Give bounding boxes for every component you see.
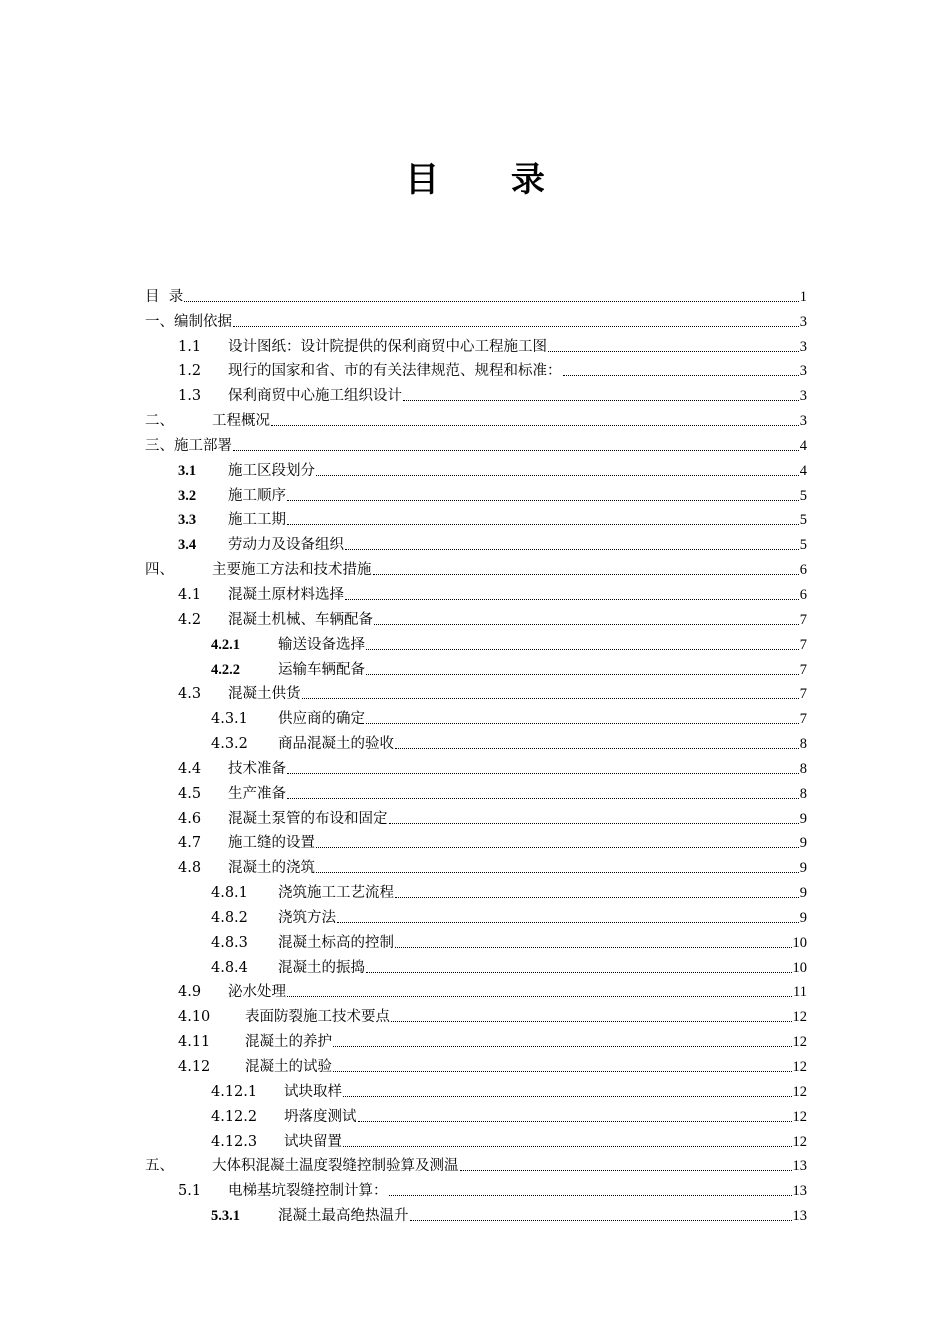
toc-entry[interactable] <box>145 655 807 680</box>
toc-entry-title: 生产准备 <box>228 785 286 802</box>
toc-entry[interactable] <box>145 406 807 431</box>
toc-entry-page-number: 7 <box>799 686 807 703</box>
toc-entry-number: 目 录 <box>145 288 184 305</box>
toc-entry-page-number: 12 <box>792 1083 807 1100</box>
dot-leader <box>395 897 799 898</box>
toc-entry[interactable] <box>145 853 807 878</box>
dot-leader <box>337 922 799 923</box>
toc-entry-page-number: 5 <box>799 512 807 529</box>
dot-leader <box>271 425 799 426</box>
toc-entry[interactable] <box>145 804 807 829</box>
toc-entry-title: 混凝土的养护 <box>245 1034 332 1051</box>
dot-leader <box>287 798 799 799</box>
toc-entry-number: 1.1 <box>178 338 202 355</box>
toc-entry-number: 五、 <box>145 1158 174 1175</box>
toc-entry-number: 3.1 <box>178 462 197 479</box>
toc-entry[interactable] <box>145 704 807 729</box>
dot-leader <box>287 500 799 501</box>
toc-entry-title: 主要施工方法和技术措施 <box>212 562 372 579</box>
toc-entry-number: 3.4 <box>178 537 197 554</box>
toc-entry[interactable] <box>145 779 807 804</box>
toc-entry-page-number: 12 <box>792 1133 807 1150</box>
dot-leader <box>302 698 799 699</box>
toc-entry-page-number: 3 <box>799 338 807 355</box>
dot-leader <box>548 351 799 352</box>
toc-entry-number: 4.8.1 <box>211 885 248 902</box>
toc-entry[interactable] <box>145 1052 807 1077</box>
toc-entry-number: 4.8.2 <box>211 909 248 926</box>
dot-leader <box>366 723 799 724</box>
toc-entry[interactable] <box>145 381 807 406</box>
toc-entry-title: 混凝土标高的控制 <box>278 934 394 951</box>
dot-leader <box>233 450 799 451</box>
dot-leader <box>184 301 799 302</box>
toc-entry-title: 商品混凝土的验收 <box>278 736 394 753</box>
dot-leader <box>333 1046 792 1047</box>
toc-entry[interactable] <box>145 1127 807 1152</box>
toc-entry[interactable] <box>145 357 807 382</box>
toc-entry-title: 大体积混凝土温度裂缝控制验算及测温 <box>212 1158 459 1175</box>
toc-entry-number: 4.12.3 <box>211 1133 258 1150</box>
toc-entry-title: 混凝土泵管的布设和固定 <box>228 810 388 827</box>
toc-entry-page-number: 12 <box>792 1108 807 1125</box>
toc-entry-page-number: 7 <box>799 711 807 728</box>
toc-entry[interactable] <box>145 1102 807 1127</box>
toc-entry-title: 输送设备选择 <box>278 636 365 653</box>
dot-leader <box>395 748 799 749</box>
dot-leader <box>366 649 799 650</box>
toc-entry[interactable] <box>145 1027 807 1052</box>
dot-leader <box>366 674 799 675</box>
toc-entry[interactable] <box>145 903 807 928</box>
toc-entry-number: 4.8.3 <box>211 934 248 951</box>
toc-entry[interactable] <box>145 630 807 655</box>
toc-entry-title: 施工区段划分 <box>228 462 315 479</box>
toc-entry-page-number: 4 <box>799 437 807 454</box>
dot-leader <box>358 1121 792 1122</box>
toc-entry[interactable] <box>145 1152 807 1177</box>
toc-entry[interactable] <box>145 530 807 555</box>
toc-entry-title: 混凝土的试验 <box>245 1059 332 1075</box>
toc-entry-number: 4.12 <box>178 1059 211 1075</box>
toc-entry[interactable] <box>145 605 807 630</box>
dot-leader <box>403 400 799 401</box>
toc-entry[interactable] <box>145 456 807 481</box>
toc-entry-title: 供应商的确定 <box>278 711 365 728</box>
toc-entry-title: 施工部署 <box>174 437 232 454</box>
toc-entry-number: 三、 <box>145 437 174 454</box>
toc-entry-page-number: 11 <box>793 984 807 1001</box>
toc-entry-title: 工程概况 <box>212 413 270 430</box>
toc-entry-title: 试块取样 <box>284 1083 342 1100</box>
dot-leader <box>343 1096 792 1097</box>
toc-entry[interactable] <box>145 1176 807 1201</box>
toc-entry-number: 4.7 <box>178 835 202 852</box>
toc-entry-page-number: 5 <box>799 537 807 554</box>
toc-entry[interactable] <box>145 580 807 605</box>
toc-entry[interactable] <box>145 506 807 531</box>
toc-entry[interactable] <box>145 978 807 1003</box>
dot-leader <box>287 524 799 525</box>
dot-leader <box>366 972 792 973</box>
toc-entry-page-number: 9 <box>799 885 807 902</box>
toc-entry-page-number: 8 <box>799 760 807 777</box>
toc-entry-number: 5.3.1 <box>211 1208 240 1225</box>
dot-leader <box>333 1071 792 1072</box>
toc-entry-number: 4.3.2 <box>211 736 248 753</box>
toc-entry[interactable] <box>145 878 807 903</box>
dot-leader <box>233 326 799 327</box>
toc-entry-page-number: 13 <box>792 1158 807 1175</box>
toc-entry-page-number: 13 <box>792 1183 807 1200</box>
toc-entry-title: 保利商贸中心施工组织设计 <box>228 388 402 405</box>
dot-leader <box>345 549 799 550</box>
toc-entry-title: 电梯基坑裂缝控制计算： <box>228 1183 388 1200</box>
toc-entry-title: 浇筑施工工艺流程 <box>278 885 394 902</box>
dot-leader <box>389 1195 792 1196</box>
toc-entry-page-number: 12 <box>792 1059 807 1075</box>
toc-entry-number: 3.2 <box>178 487 197 504</box>
toc-entry-title: 混凝土原材料选择 <box>228 586 344 603</box>
toc-entry-page-number: 3 <box>799 388 807 405</box>
toc-entry[interactable] <box>145 754 807 779</box>
dot-leader <box>316 475 799 476</box>
toc-entry-number: 4.1 <box>178 586 202 603</box>
toc-entry-page-number: 10 <box>792 959 807 976</box>
toc-entry-page-number: 3 <box>799 413 807 430</box>
toc-entry-number: 4.2.2 <box>211 661 240 678</box>
toc-entry-page-number: 9 <box>799 909 807 926</box>
toc-entry[interactable] <box>145 1201 807 1226</box>
dot-leader <box>410 1220 792 1221</box>
toc-entry[interactable] <box>145 1002 807 1027</box>
toc-entry-number: 4.3.1 <box>211 711 248 728</box>
toc-entry-title: 施工顺序 <box>228 487 286 504</box>
toc-entry-number: 5.1 <box>178 1183 202 1200</box>
toc-entry-number: 4.2 <box>178 611 202 628</box>
toc-entry[interactable] <box>145 829 807 854</box>
toc-entry-title: 试块留置 <box>284 1133 342 1150</box>
toc-entry-page-number: 6 <box>799 586 807 603</box>
toc-entry-title: 现行的国家和省、市的有关法律规范、规程和标准： <box>228 363 562 380</box>
toc-entry-title: 坍落度测试 <box>284 1108 357 1125</box>
toc-entry[interactable] <box>145 729 807 754</box>
toc-entry-number: 一、 <box>145 313 174 330</box>
toc-entry[interactable] <box>145 680 807 705</box>
toc-entry[interactable] <box>145 481 807 506</box>
toc-entry-page-number: 7 <box>799 661 807 678</box>
toc-entry-page-number: 8 <box>799 785 807 802</box>
toc-entry-page-number: 3 <box>799 313 807 330</box>
toc-entry-page-number: 6 <box>799 562 807 579</box>
toc-entry-number: 4.10 <box>178 1009 211 1026</box>
toc-entry-title: 设计图纸：设计院提供的保利商贸中心工程施工图 <box>228 338 547 355</box>
toc-entry-number: 4.12.1 <box>211 1083 258 1100</box>
toc-entry-number: 4.4 <box>178 760 202 777</box>
toc-entry-title: 浇筑方法 <box>278 909 336 926</box>
table-of-contents <box>145 282 807 1226</box>
toc-entry-title: 混凝土的振捣 <box>278 959 365 976</box>
dot-leader <box>374 624 799 625</box>
toc-entry[interactable] <box>145 332 807 357</box>
toc-entry[interactable] <box>145 555 807 580</box>
toc-entry-number: 1.3 <box>178 388 202 405</box>
toc-entry[interactable] <box>145 928 807 953</box>
toc-entry-title: 泌水处理 <box>228 984 286 1001</box>
toc-entry[interactable] <box>145 282 807 307</box>
toc-entry-page-number: 12 <box>792 1009 807 1026</box>
toc-entry[interactable] <box>145 307 807 332</box>
toc-entry-page-number: 1 <box>799 288 807 305</box>
toc-entry-page-number: 7 <box>799 611 807 628</box>
toc-entry-number: 1.2 <box>178 363 202 380</box>
toc-entry-number: 3.3 <box>178 512 197 529</box>
toc-entry-title: 施工工期 <box>228 512 286 529</box>
toc-entry-page-number: 7 <box>799 636 807 653</box>
toc-entry-number: 四、 <box>145 562 174 579</box>
dot-leader <box>391 1021 792 1022</box>
toc-entry-title: 混凝土的浇筑 <box>228 860 315 877</box>
toc-entry-title: 编制依据 <box>174 313 232 330</box>
toc-entry-title: 运输车辆配备 <box>278 661 365 678</box>
toc-entry-page-number: 3 <box>799 363 807 380</box>
toc-entry-page-number: 12 <box>792 1034 807 1051</box>
toc-entry[interactable] <box>145 953 807 978</box>
toc-entry-title: 混凝土最高绝热温升 <box>278 1208 409 1225</box>
dot-leader <box>373 574 799 575</box>
dot-leader <box>389 823 799 824</box>
toc-entry-title: 混凝土机械、车辆配备 <box>228 611 373 628</box>
toc-entry-number: 4.5 <box>178 785 202 802</box>
toc-entry-page-number: 9 <box>799 860 807 877</box>
toc-entry-page-number: 9 <box>799 835 807 852</box>
toc-entry-number: 4.2.1 <box>211 636 240 653</box>
toc-entry-number: 4.8 <box>178 860 202 877</box>
dot-leader <box>460 1170 792 1171</box>
toc-entry-number: 4.3 <box>178 686 202 703</box>
document-title: 目 录 <box>405 160 575 200</box>
dot-leader <box>343 1146 792 1147</box>
toc-entry-number: 4.9 <box>178 984 202 1001</box>
toc-entry-page-number: 8 <box>799 736 807 753</box>
toc-entry-number: 4.8.4 <box>211 959 248 976</box>
toc-entry-number: 二、 <box>145 413 174 430</box>
toc-entry-page-number: 10 <box>792 934 807 951</box>
dot-leader <box>287 996 792 997</box>
toc-entry[interactable] <box>145 431 807 456</box>
toc-entry-number: 4.11 <box>178 1034 211 1051</box>
toc-entry-title: 劳动力及设备组织 <box>228 537 344 554</box>
dot-leader <box>316 872 799 873</box>
toc-entry-title: 技术准备 <box>228 760 286 777</box>
toc-entry-page-number: 13 <box>792 1208 807 1225</box>
dot-leader <box>395 947 792 948</box>
dot-leader <box>563 375 799 376</box>
toc-entry-page-number: 4 <box>799 462 807 479</box>
toc-entry-title: 混凝土供货 <box>228 686 301 703</box>
toc-entry-number: 4.6 <box>178 810 202 827</box>
toc-entry-number: 4.12.2 <box>211 1108 258 1125</box>
toc-entry-page-number: 5 <box>799 487 807 504</box>
dot-leader <box>287 773 799 774</box>
toc-entry[interactable] <box>145 1077 807 1102</box>
dot-leader <box>345 599 799 600</box>
toc-entry-title: 施工缝的设置 <box>228 835 315 852</box>
dot-leader <box>316 847 799 848</box>
toc-entry-page-number: 9 <box>799 810 807 827</box>
toc-entry-title: 表面防裂施工技术要点 <box>245 1009 390 1026</box>
